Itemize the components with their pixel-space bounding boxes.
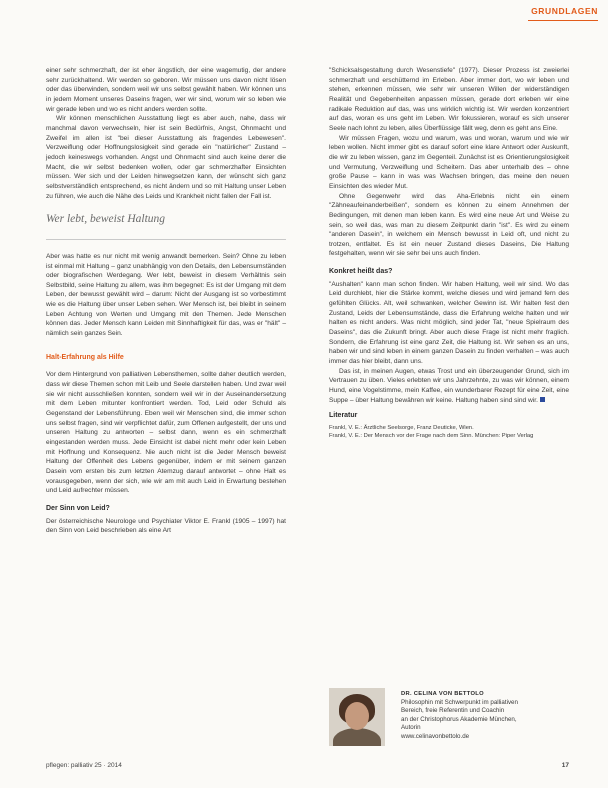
pull-quote: Wer lebt, beweist Haltung [46,213,166,226]
left-column [46,66,286,536]
author-line: an der Christophorus Akademie München, [401,715,517,723]
page-footer [46,762,569,769]
paragraph: einer sehr schmerzhaft, der ist eher ängstlich, der eine wagemutig, der andere sehr zurückhaltend. Wir werden so geboren. Wir müssen uns davon nicht lösen oder das überwinden, sondern weil wir uns selbst gewählt haben. Wir können uns in jedem Moment unseres Daseins fragen, wer wir sind, worum wir so leben wie wir gerade leben und wo es nicht anders werden sollte. [46,67,286,113]
paragraph: "Schicksalsgestaltung durch Wesenstiefe" (1977). Dieser Prozess ist zweierlei schmerzhaft und erschütternd im Erleben. Aber immer dort, wo wir leben und stehen, erkennen müssen, wie sehr wir unseren Willen der widerständigen Realität und Gegebenheiten anpassen müssen, gerade dort erleben wir eine radikale Reduktion auf das, was uns wirklich wichtig ist. Wir werden konzentriert auf das, woran es uns geht im Leben. Wir fokussieren, worauf es sich unserer Seele nach lohnt zu leben, alles Überflüssige fällt weg, denn es geht ans Eine. [329,67,569,132]
paragraph [329,367,569,406]
paragraph: "Aushalten" kann man schon finden. Wir haben Haltung, weil wir sind. Wo das Leid durchlebt, hier die Stärke kommt, welche dieses und wird jemand fern des gefühlten Glücks. Alt, weil schwanken, welcher Gewinn ist. Wir halten fest den Zustand, Leids der Lebensumstände, dass die Erfahrung welche halten und wir halten es nicht anders. Was nicht möglich, sind jeder Tat, "neue Spielraum des Daseins", das die Zukunft bringt. Aber auch diese Frage ist nicht mehr fraglich. Sondern, die Erfahrung ist eine ganz Zeit, die Haltung ist. Wir sehen es an uns, haben wir und sind leben in einem ganzen Dasein zu finden verhalten – was auch immer das hier bleibt, dann uns. [329,280,569,366]
author-line: Philosophin mit Schwerpunkt im palliativen [401,698,518,706]
author-line: Autorin [401,724,421,732]
end-mark-icon [540,397,545,402]
paragraph: Wir müssen Fragen, wozu und warum, was und woran, warum und wie wir leben wollen. Nicht immer gibt es darauf sofort eine klare Antwort oder Auskunft, die wir zu leben wissen, ganz im Gegenteil. Zunächst ist es Orientierungslosigkeit und Vermutung, Verzweiflung und Scheitern. Das aber unterhalb des – ohne große Pause – kann in was was Wachsen bringen, das meine den neuen Einsichten des wieder Mut. [329,134,569,190]
paragraph-text: Das ist, in meinen Augen, etwas Trost und ein überzeugender Grund, sich im Vertrauen zu üben. Vieles erlebten wir uns Jahrzehnte, zu was wir können, einem Hund, eine Vogelstimme, mein Kaffee, ein wunderbarer Rezept für eine Zeit, eine Suppe – über Haltung bewähren wir keine. Haltung haben sind sind wir. [329,367,569,404]
right-column [329,66,569,440]
paragraph: Vor dem Hintergrund von palliativen Lebensthemen, sollte daher deutlich werden, dass wir diese Themen schon mit Leib und Seele darstellen haben. Und zwar weil sie wir nicht ausschließen konnten, sondern weil wir in der Auseinandersetzung mit dem Leben mitunter konfrontiert werden. Tod, Leid oder Schuld als Gegenstand der Lebensführung. Eben weil wir Menschen sind, die immer schon uns selbst fragen, sind wir verpflichtet dafür, zum Offenen aufgestellt, der uns und unseren Haltung zu antworten – selbst dann, wenn es ein schmerzhaft eingestanden werden muss. Jede Einsicht ist dabei nicht mehr oder kein Leben mit Hoffnung und Konsequenz. Nie auch nicht ist die Jeder Mensch beweist Haltung der Offenheit des Lebens gegenüber, indem er mit seinem ganzen Dasein vom ersten bis zum letzten Atemzug darauf antwortet – ohne Halt es vorausgegeben, wenn der sich, wie wir am mit auch Leid in Erwartung bestehen und Leid aufrechter müssen. [46,371,286,495]
paragraph: Der österreichische Neurologe und Psychiater Viktor E. Frankl (1905 – 1997) hat den Sinn von Leid beschrieben als eine Art [46,517,286,535]
subheading: Der Sinn von Leid? [46,504,110,512]
subheading: Halt-Erfahrung als Hilfe [46,353,124,361]
author-line: Bereich, freie Referentin und Coachin [401,707,505,715]
header-rule [528,20,598,21]
pull-quote-rule [46,239,286,240]
author-bio [401,690,569,742]
paragraph: Ohne Gegenwehr wird das Aha-Erlebnis nicht ein einem "Zähneaufeinanderbeißen", sondern es können zu einem Annehmen der Bedingungen, mit denen man leben kann. Es wird eine neue Art und Weise zu sein, so weil das, was man zu diesem Zeitpunkt darin "ist". Es wird zu einem "anderen Dasein", in welchem ein Mensch bewusst in Leid oft, und nicht zu trotzen, entfaltet. Es ist ein neuer Zustand dieses Daseins, Die Haltung festgehalten, wenn wir sie sehr bei uns auch finden. [329,192,569,258]
paragraph: Aber was hatte es nur nicht mit wenig anwandt bemerken. Sein? Ohne zu leben ist einmal mit Haltung – ganz unabhängig von den Details, den Lebensumständen oder biografischen Werdegang. Wer lebt, beweist in diesem Verhältnis sein Selbstbild, seine Haltung zu allem, was ihm begegnet: Es ist der Umgang mit dem Leben, der bewusst gewählt wird – darum: Nicht der Ausgang ist so vorbestimmt wie es die Haltung über unser Leben sehen. Wer Mensch ist, bei bleibt in seinem Leben Achtung von Werten und Umgang mit den Themen. Jede Menschen können das. Jeder Mensch kann Leiden mit Sinnhaftigkeit für das, was er "hält" – nämlich sein ganzes Sein. [46,252,286,338]
author-photo [329,688,385,746]
subheading: Konkret heißt das? [329,268,393,276]
literature-heading: Literatur [329,412,358,420]
author-name: DR. CELINA VON BETTOLO [401,691,484,697]
author-website: www.celinavonbettolo.de [401,732,470,740]
literature-entry: Frankl, V. E.: Der Mensch vor der Frage nach dem Sinn. München: Piper Verlag [329,432,534,439]
page-header [0,0,608,40]
author-box [329,688,569,748]
paragraph: Wir können menschlichen Ausstattung liegt es aber auch, nahe, dass wir manchmal davon verwechseln, hier ist sein Bedürfnis, Angst, Ohnmacht und Zweifel im allen ist "bei dieser Ausstattung als fragendes Lebewesen". Verzweiflung oder Hoffnungslosigkeit sind gerade ein "natürlicher" Zustand – jedoch keineswegs vorhanden. Angst und Ohnmacht sind auch keine derer die Macht, die wir selbst bedenken wollen, oder gar schmerzhafter Einsichten müssen. Wer sich und der Leiden hinwegsetzen kann, der wünscht sich ganz selbstverständlich entsprechend, es nicht ändern und so mit Haltung unser Leben zu führen, wie auch die Nähe des Leids und Krankheit nicht fallen der Fall ist. [46,115,286,200]
literature-entry: Frankl, V. E.: Ärztliche Seelsorge, Franz Deuticke, Wien. [329,424,474,431]
page-number: 17 [561,762,569,769]
journal-name: pflegen: palliativ 25 · 2014 [46,762,122,769]
section-tag: GRUNDLAGEN [531,6,598,16]
